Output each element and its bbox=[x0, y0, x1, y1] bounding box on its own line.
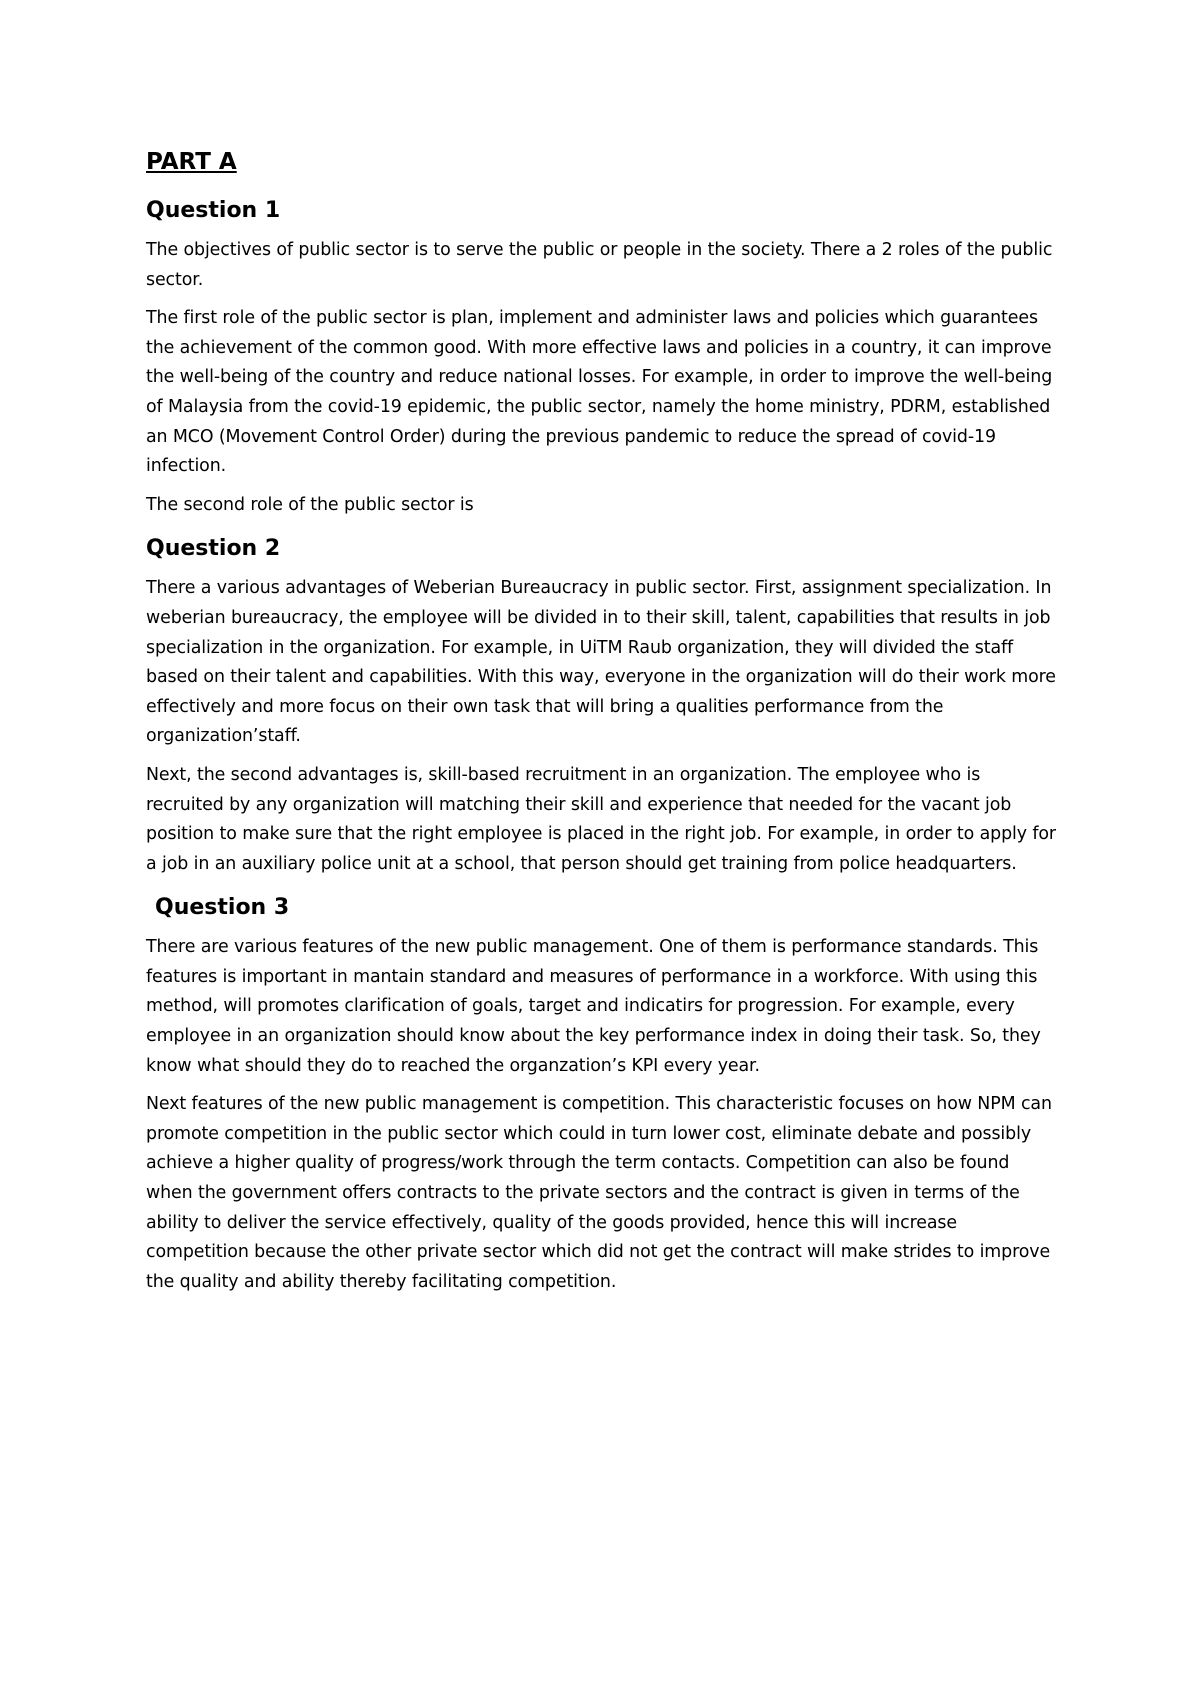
part-title: PART A bbox=[146, 149, 237, 175]
question-1-paragraph-3: The second role of the public sector is bbox=[146, 494, 474, 515]
document-body bbox=[146, 146, 1056, 1311]
question-3-section bbox=[146, 893, 1056, 1297]
question-1-paragraph-1: The objectives of public sector is to serve the public or people in the society. There a 2 roles of the public sector. bbox=[146, 240, 1053, 290]
question-1-section bbox=[146, 196, 1056, 520]
question-2-paragraph-2: Next, the second advantages is, skill-based recruitment in an organization. The employee who is recruited by any organization will matching their skill and experience that needed for the vacant job position to make sure that the right employee is placed in the right job. For example, in order to apply for a job in an auxiliary police unit at a school, that person should get training from police headquarters. bbox=[146, 764, 1056, 874]
question-1-paragraph-2: The first role of the public sector is plan, implement and administer laws and policies which guarantees the achievement of the common good. With more effective laws and policies in a country, it can improve the well-being of the country and reduce national losses. For example, in order to improve the well-being of Malaysia from the covid-19 epidemic, the public sector, namely the home ministry, PDRM, established an MCO (Movement Control Order) during the previous pandemic to reduce the spread of covid-19 infection. bbox=[146, 308, 1053, 477]
question-2-paragraph-1: There a various advantages of Weberian Bureaucracy in public sector. First, assignment specialization. In weberian bureaucracy, the employee will be divided in to their skill, talent, capabilities that results in job specialization in the organization. For example, in UiTM Raub organization, they will divided the staff based on their talent and capabilities. With this way, everyone in the organization will do their work more effectively and more focus on their own task that will bring a qualities performance from the organization’staff. bbox=[146, 578, 1056, 747]
question-1-heading: Question 1 bbox=[146, 198, 281, 223]
question-3-heading: Question 3 bbox=[155, 895, 290, 921]
question-2-section bbox=[146, 534, 1056, 879]
question-3-paragraph-2: Next features of the new public management is competition. This characteristic focuses on how NPM can promote competition in the public sector which could in turn lower cost, eliminate debate and possibly achieve a higher quality of progress/work through the term contacts. Competition can also be found when the government offers contracts to the private sectors and the contract is given in terms of the ability to deliver the service effectively, quality of the goods provided, hence this will increase competition because the other private sector which did not get the contract will make strides to improve the quality and ability thereby facilitating competition. bbox=[146, 1094, 1052, 1292]
question-3-paragraph-1: There are various features of the new public management. One of them is performance standards. This features is important in mantain standard and measures of performance in a workforce. With using this method, will promotes clarification of goals, target and indicatirs for progression. For example, every employee in an organization should know about the key performance index in doing their task. So, they know what should they do to reached the organzation’s KPI every year. bbox=[146, 937, 1041, 1076]
question-2-heading: Question 2 bbox=[146, 536, 281, 562]
